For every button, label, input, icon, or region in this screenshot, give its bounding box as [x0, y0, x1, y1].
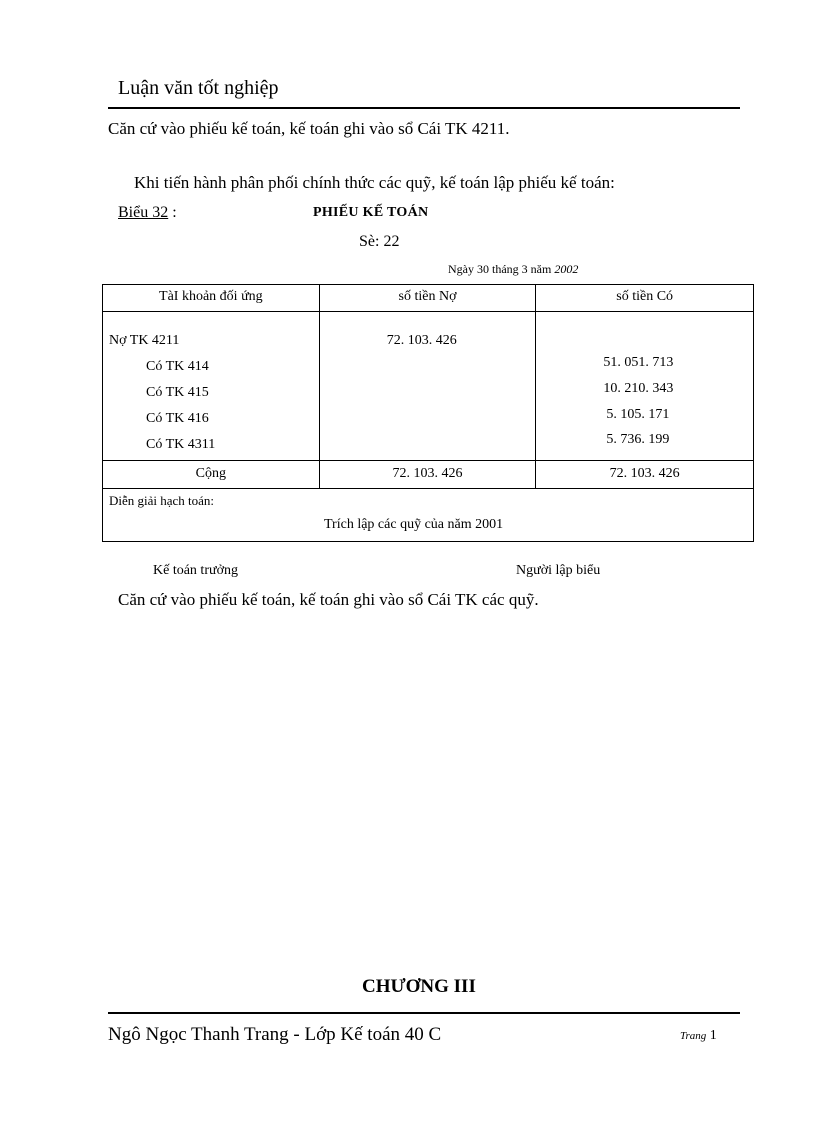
note-row — [103, 489, 754, 542]
voucher-number: Sè: 22 — [359, 233, 400, 250]
bieu-suffix: : — [168, 204, 177, 221]
credit-amount-cell — [536, 312, 754, 461]
document-header-title: Luận văn tốt nghiệp — [118, 77, 279, 99]
bieu-number: Biểu 32 — [118, 204, 169, 221]
credit-account: Có TK 416 — [146, 411, 209, 426]
note-cell — [103, 489, 754, 542]
note-text: Trích lập các quỹ của năm 2001 — [324, 517, 504, 532]
footer-author: Ngô Ngọc Thanh Trang - Lớp Kế toán 40 C — [108, 1024, 442, 1045]
table-body-row — [103, 312, 754, 461]
credit-account: Có TK 414 — [146, 359, 209, 374]
total-credit: 72. 103. 426 — [536, 461, 754, 489]
account-cell — [103, 312, 320, 461]
voucher-date — [448, 262, 578, 277]
voucher-table — [102, 284, 754, 542]
table-header-row — [103, 285, 754, 312]
credit-account: Có TK 4311 — [146, 437, 216, 452]
total-debit: 72. 103. 426 — [319, 461, 536, 489]
col-header-account: TàI khoản đối ứng — [103, 285, 320, 312]
footer-rule — [108, 1012, 740, 1014]
chapter-heading: CHƯƠNG III — [362, 976, 476, 997]
date-prefix: Ngày 30 tháng 3 năm — [448, 262, 555, 276]
paragraph-3: Căn cứ vào phiếu kế toán, kế toán ghi vào sổ Cái TK các quỹ. — [118, 590, 539, 609]
credit-amount: 5. 736. 199 — [606, 432, 670, 447]
note-label: Diễn giải hạch toán: — [109, 493, 215, 508]
debit-account: Nợ TK 4211 — [109, 333, 180, 348]
credit-amount: 51. 051. 713 — [603, 355, 674, 370]
col-header-debit: số tiền Nợ — [319, 285, 536, 312]
credit-account: Có TK 415 — [146, 385, 209, 400]
total-label: Cộng — [103, 461, 320, 489]
page-number: 1 — [709, 1028, 717, 1043]
debit-amount-cell — [319, 312, 536, 461]
credit-amount: 10. 210. 343 — [603, 381, 674, 396]
header-rule — [108, 107, 740, 109]
date-year: 2002 — [554, 262, 579, 276]
bieu-label — [118, 204, 177, 222]
credit-amount: 5. 105. 171 — [606, 407, 670, 422]
col-header-credit: số tiền Có — [536, 285, 754, 312]
paragraph-2: Khi tiến hành phân phối chính thức các quỹ, kế toán lập phiếu kế toán: — [134, 173, 615, 192]
total-row — [103, 461, 754, 489]
signature-preparer: Người lập biểu — [516, 563, 601, 578]
debit-amount: 72. 103. 426 — [386, 333, 457, 348]
voucher-title: PHIẾU KẾ TOÁN — [313, 205, 429, 220]
signature-chief-accountant: Kế toán trưởng — [153, 563, 238, 578]
footer-page — [680, 1028, 717, 1044]
page-label: Trang — [680, 1030, 707, 1042]
paragraph-1: Căn cứ vào phiếu kế toán, kế toán ghi vào sổ Cái TK 4211. — [108, 119, 510, 138]
